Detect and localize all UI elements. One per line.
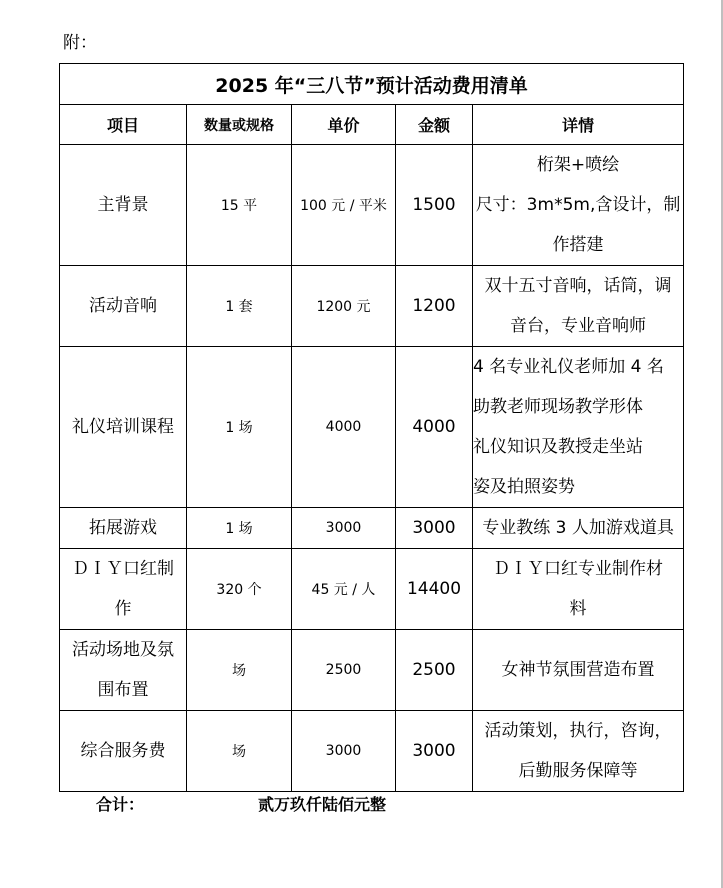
table-row [60, 549, 684, 630]
price-cell: 100 元 / 平米 [292, 145, 396, 266]
qty-cell: 1 场 [187, 508, 292, 549]
item-line: ＤＩＹ口红制 [72, 559, 174, 579]
qty-cell: 1 套 [187, 266, 292, 347]
price-cell: 3000 [292, 508, 396, 549]
detail-line: 料 [569, 599, 587, 619]
table-row [60, 266, 684, 347]
detail-line: 女神节氛围营造布置 [501, 660, 655, 680]
detail-line: 后勤服务保障等 [518, 761, 638, 781]
detail-line: 助教老师现场教学形体 [473, 397, 643, 417]
detail-line: 活动策划，执行，咨询， [484, 721, 672, 741]
qty-cell: 1 场 [187, 347, 292, 508]
amount-cell: 14400 [396, 549, 473, 630]
detail-cell [473, 145, 684, 266]
price-cell: 2500 [292, 630, 396, 711]
header-item: 项目 [60, 105, 187, 145]
item-line: 围布置 [97, 680, 149, 700]
item-line: 作 [114, 599, 132, 619]
item-line: 活动场地及氛 [72, 640, 174, 660]
table-row [60, 711, 684, 792]
amount-cell: 1200 [396, 266, 473, 347]
item-cell: 活动音响 [60, 266, 187, 347]
qty-cell: 320 个 [187, 549, 292, 630]
qty-cell: 15 平 [187, 145, 292, 266]
item-cell: 礼仪培训课程 [60, 347, 187, 508]
detail-cell [473, 508, 684, 549]
item-cell [60, 549, 187, 630]
detail-cell [473, 549, 684, 630]
detail-line: 音台，专业音响师 [510, 316, 647, 336]
table-row [60, 145, 684, 266]
qty-cell: 场 [187, 711, 292, 792]
header-amount: 金额 [396, 105, 473, 145]
detail-line: 礼仪知识及教授走坐站 [473, 437, 643, 457]
table-row [60, 347, 684, 508]
table-title: 2025 年“三八节”预计活动费用清单 [60, 64, 684, 105]
table-row [60, 508, 684, 549]
price-cell: 3000 [292, 711, 396, 792]
total-value: 贰万玖仟陆佰元整 [258, 795, 387, 814]
item-cell [60, 630, 187, 711]
detail-line: 桁架+喷绘 [536, 155, 620, 175]
detail-cell [473, 630, 684, 711]
detail-line: 姿及拍照姿势 [473, 477, 575, 497]
item-cell: 主背景 [60, 145, 187, 266]
amount-cell: 3000 [396, 711, 473, 792]
detail-cell [473, 711, 684, 792]
item-cell: 综合服务费 [60, 711, 187, 792]
detail-line: ＤＩＹ口红专业制作材 [493, 559, 664, 579]
title-row [60, 64, 684, 105]
item-cell: 拓展游戏 [60, 508, 187, 549]
fee-table [59, 63, 684, 792]
total-label: 合计： [96, 795, 145, 814]
detail-line: 4 名专业礼仪老师加 4 名 [473, 357, 664, 377]
amount-cell: 1500 [396, 145, 473, 266]
price-cell: 45 元 / 人 [292, 549, 396, 630]
price-cell: 1200 元 [292, 266, 396, 347]
amount-cell: 2500 [396, 630, 473, 711]
detail-cell [473, 347, 684, 508]
amount-cell: 4000 [396, 347, 473, 508]
header-qty: 数量或规格 [187, 105, 292, 145]
detail-line: 作搭建 [552, 235, 604, 255]
header-detail: 详情 [473, 105, 684, 145]
qty-cell: 场 [187, 630, 292, 711]
table-row [60, 630, 684, 711]
amount-cell: 3000 [396, 508, 473, 549]
header-row [60, 105, 684, 145]
price-cell: 4000 [292, 347, 396, 508]
detail-line: 双十五寸音响，话筒，调 [484, 276, 672, 296]
detail-cell [473, 266, 684, 347]
detail-line: 专业教练 3 人加游戏道具 [482, 518, 674, 538]
detail-line: 尺寸：3m*5m,含设计，制 [475, 195, 681, 215]
attachment-label: 附： [63, 33, 97, 53]
header-price: 单价 [292, 105, 396, 145]
